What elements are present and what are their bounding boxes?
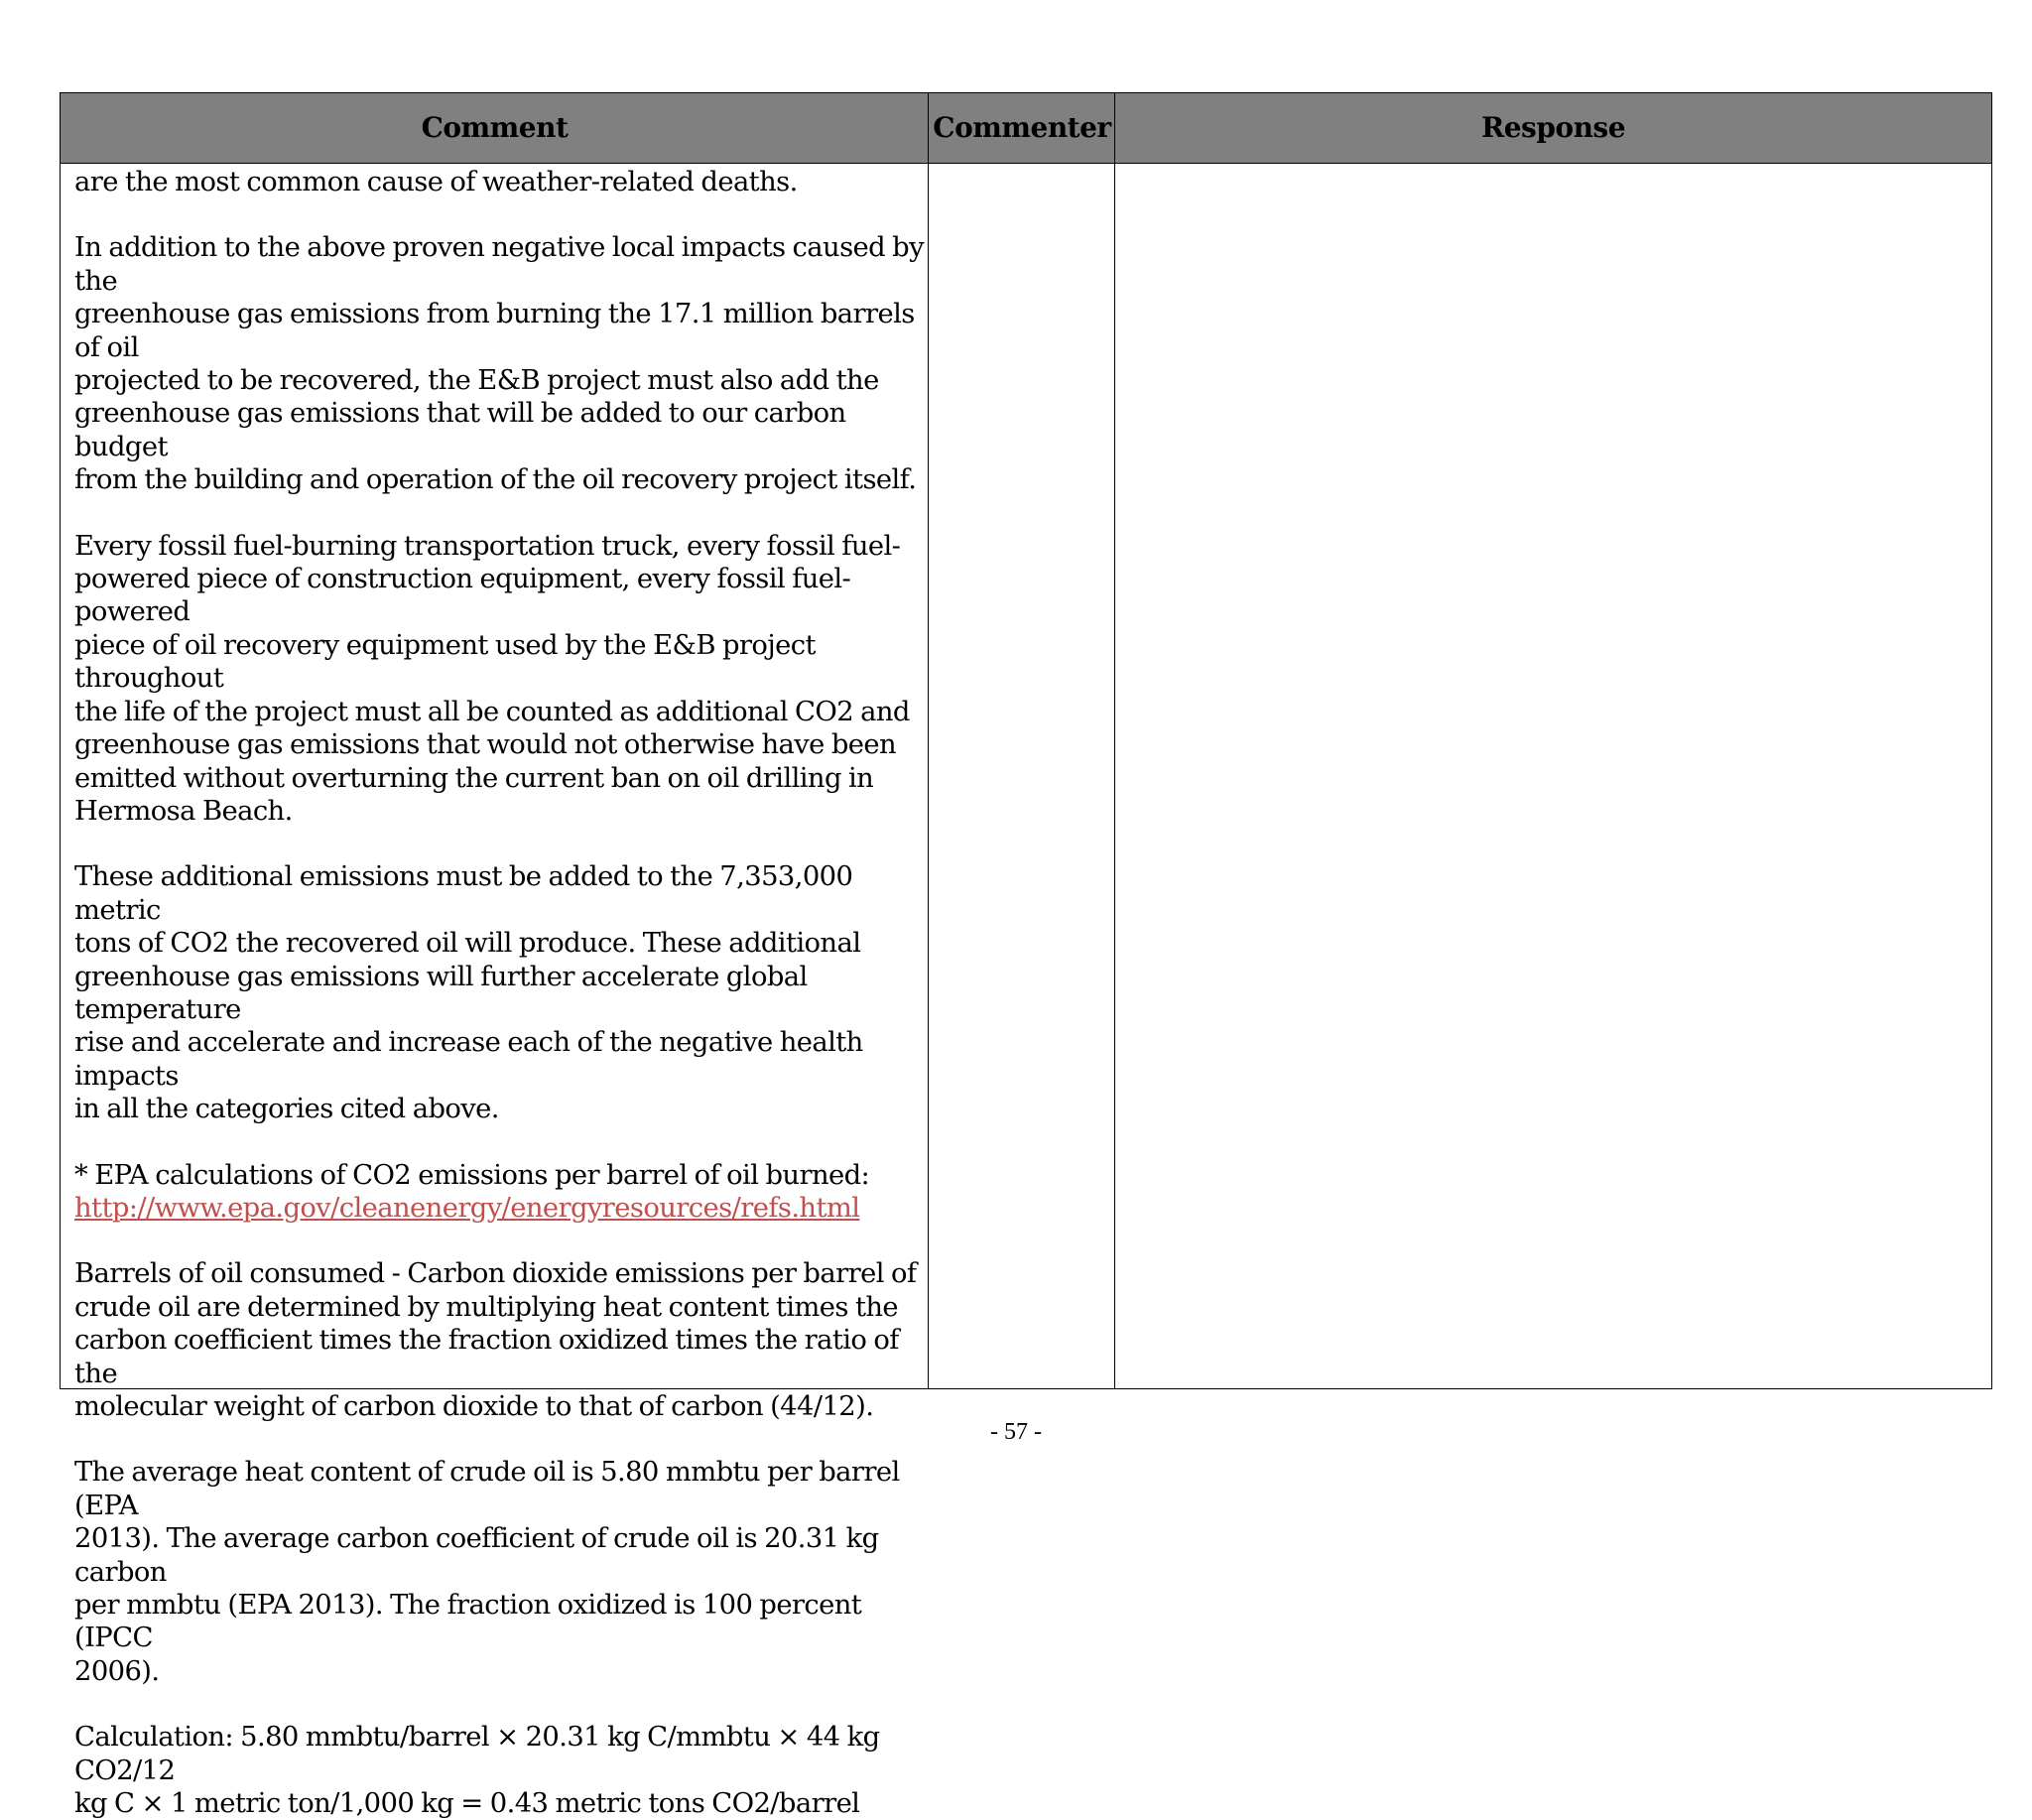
comment-paragraph: Calculation: 5.80 mmbtu/barrel × 20.31 kg C/mmbtu × 44 kg CO2/12 kg C × 1 metric ton/1,000 kg = 0.43 metric tons CO2/barrel	[74, 1722, 880, 1820]
column-divider	[1114, 93, 1115, 1388]
epa-note-label: * EPA calculations of CO2 emissions per barrel of oil burned:	[74, 1159, 870, 1191]
header-commenter: Commenter	[933, 111, 1111, 144]
epa-reference-link[interactable]: http://www.epa.gov/cleanenergy/energyresources/refs.html	[74, 1192, 860, 1224]
epa-note	[74, 1159, 938, 1226]
page-number: - 57 -	[990, 1419, 1042, 1445]
header-response: Response	[1480, 111, 1626, 144]
table-header-row	[61, 93, 1991, 164]
header-comment: Comment	[421, 111, 569, 144]
comment-paragraph: In addition to the above proven negative local impacts caused by the greenhouse gas emissions from burning the 17.1 million barrels of oil projected to be recovered, the E&B project must also add the greenhouse gas emissions that will be added to our carbon budget from the building and operation of the oil recovery project itself.	[74, 232, 924, 496]
comment-cell	[74, 166, 938, 1820]
comment-paragraph: Every fossil fuel-burning transportation truck, every fossil fuel- powered piece of construction equipment, every fossil fuel-powered piece of oil recovery equipment used by the E&B project throughout the life of the project must all be counted as additional CO2 and greenhouse gas emissions that would not otherwise have been emitted without overturning the current ban on oil drilling in Hermosa Beach.	[74, 530, 910, 827]
comment-paragraph: These additional emissions must be added to the 7,353,000 metric tons of CO2 the recovered oil will produce. These additional greenhouse gas emissions will further accelerate global temperature rise and accelerate and increase each of the negative health impacts in all the categories cited above.	[74, 861, 863, 1125]
comment-paragraph: Barrels of oil consumed - Carbon dioxide emissions per barrel of crude oil are determined by multiplying heat content times the carbon coefficient times the fraction oxidized times the ratio of the molecular weight of carbon dioxide to that of carbon (44/12).	[74, 1258, 917, 1422]
comment-paragraph: The average heat content of crude oil is 5.80 mmbtu per barrel (EPA 2013). The average carbon coefficient of crude oil is 20.31 kg carbon per mmbtu (EPA 2013). The fraction oxidized is 100 percent (IPCC 2006).	[74, 1457, 900, 1687]
comment-paragraph: are the most common cause of weather-related deaths.	[74, 167, 798, 197]
